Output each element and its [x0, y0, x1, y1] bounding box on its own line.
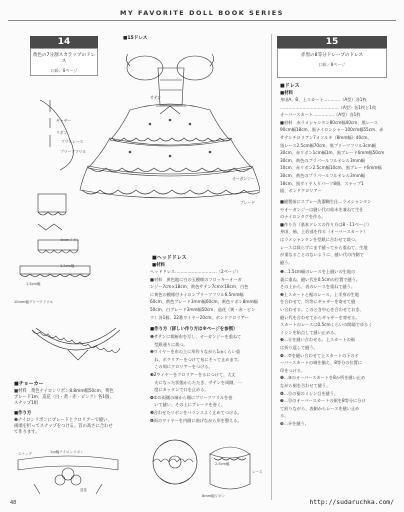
choker-steps: ❶ナイロンリボンにブレードとクロリアーで縫い、両端を折ってスナップをつける。首の高さに合わせて作ります。 — [14, 418, 113, 436]
label-pleat-frill: プリーツフリル — [60, 149, 87, 154]
headdress-step: 型紙通りに裁つ。 — [150, 341, 188, 347]
item15-step: その上から、表のレースを重ねて縫う。 — [280, 284, 356, 290]
item15-step: る。 — [280, 413, 289, 419]
headdress-step: ❻両のワイヤーを内側に曲げながら形を整える。 — [150, 417, 242, 423]
label-pleat-10mm: 10ｍm幅プリーツフリル — [14, 300, 53, 304]
headdress-material-line: に黄色の模様付ナイロンプリーツフリル6.5mm幅 — [150, 291, 244, 297]
item15-step: て絞りながら、表側からレースを縫い止め — [280, 405, 360, 411]
item15-dress-heading: ■ドレス — [280, 83, 300, 89]
headdress-step: 度にカッタンで口を止める。 — [150, 387, 209, 393]
item15-note: やオーガンジーは縫い代の始末を兼ねて生仕 — [280, 206, 364, 212]
item15-material-line: 黒レース2.5cm幅70cm、黒プリーツフリル3cm幅 — [280, 142, 376, 148]
item15-material-line: ……………………………………（A型）各1枚と1枚 — [280, 104, 377, 110]
label-organdy: オーガンジー — [232, 176, 255, 181]
item15-note: が重なることのないように、縫い代の内側で — [280, 252, 364, 258]
headdress-step: ね、ボクリアーをつけて布にそって止めます。 — [150, 356, 242, 362]
item14-title: 黄色の7分割スカラップのドレス — [32, 53, 96, 64]
item15-step: 印をつける。 — [280, 367, 306, 373]
item15-material-line: 90cm幅18cm、黒ナイロンシャー100cm幅55cm、赤 — [280, 127, 384, 133]
item15-material-line: 身頃A、B、上スカート…………（A型）各1枚 — [280, 97, 367, 102]
item15-material-line: 18cm、黒ダイヤ入りパーツ8個、スナップ1 — [280, 180, 364, 186]
collar-diagram — [26, 310, 126, 370]
choker-diagram — [14, 440, 124, 500]
choker-howto: ■作り方 — [14, 411, 32, 416]
column-divider — [271, 34, 272, 500]
item15-title: 赤黒の8等分ドレープのドレス — [300, 53, 364, 58]
headdress-step: 夫になった状態からたたき、サテンを両側、一 — [150, 379, 242, 385]
item15-materials — [280, 96, 384, 195]
label-flower: 造花 — [80, 488, 87, 492]
item15-step: ❻…⑫の裾のミシン目を縫う。 — [280, 390, 339, 396]
headdress-heading: ■ヘッドドレス — [152, 255, 187, 261]
item15-material-line: 30cm、黄色のプラパールフルオレル3mm幅 — [280, 172, 365, 178]
item15-step: 裏に重ね、縫い代を0.5cmの位置で縫う。 — [280, 276, 361, 282]
item15-notes — [280, 198, 371, 266]
item15-note: 縫う。 — [280, 259, 293, 265]
series-title: MY FAVORITE DOLL BOOK SERIES — [120, 9, 284, 17]
headdress-step: ❷ワイヤーを布の上に形作りながら1㎝くらい重 — [150, 349, 241, 355]
item15-material-line: サテンチロリアン7メソルキ（8mm幅）40cm、 — [280, 134, 372, 140]
item15-step: ーバースカートの端を揃え、8等分の位置に — [280, 360, 363, 366]
headdress-material-line: ンジー7cm×18cm、黄色サテン7cm×18cm、白色 — [150, 284, 249, 290]
headdress-step: ❸2ワイヤーをクロリアーをるにつけて、大丈 — [150, 371, 236, 377]
headdress-materials — [150, 268, 258, 321]
item15-step: ❼…⑬のオーバースカートの裾を8等分に分け — [280, 398, 366, 404]
item15-title-box — [277, 48, 387, 78]
item15-step: スカートのレースは0.5cmくらいの間隔でゆるく — [280, 322, 373, 328]
headdress-material-line: 60cm、黄色ブレード3mm幅60cm、黄色リボン8mm幅 — [150, 299, 258, 305]
item15-step: 縫い代を合わせてからギャザーを寄せる。 — [280, 314, 360, 320]
header-rule — [8, 20, 396, 21]
headdress-step: ❺合わせたリボンをバランスよく止めてつける。 — [150, 409, 242, 415]
item15-material-line: 10cm、赤リボン2.5cm幅10cm、黒ブレード6mm幅 — [280, 165, 382, 171]
label-braid: ブレード — [240, 200, 256, 205]
item15-material-line: 30cm、黄色のプラパールフルオレル3mm幅 — [280, 157, 365, 163]
headdress-diagram — [140, 424, 270, 504]
choker-material: ■材料 黄色ナイロンリボン8.8mm幅50cm、黄色ブレード1m、造花（白・黄・赤・ピンク）各1個、スナップ1組 — [14, 389, 114, 407]
headdress-material-line: ク）各1個、22番ワイヤー20cm、ボンドクロリアー — [150, 314, 249, 320]
item15-note: 身頃、袖、上衿部を作る（オーバースカート） — [280, 229, 368, 235]
item15-note: ■縫製前にスプレー洗濯糊生仕…ラメシャンタン — [280, 199, 372, 204]
headdress-step: ❶サテンに裁断布を写し、オーガンジーを重ねて — [150, 334, 242, 339]
label-nylon: 1㎝幅ナイロンリボン — [50, 450, 84, 454]
item15-note: レースは裁らずにまず縫ってから重ねて、生地 — [280, 244, 368, 250]
label-cm-12: 1.2cm幅 — [60, 264, 75, 268]
item15-note: はラメシャンタンを型紙に合わせて裁つ。 — [280, 236, 360, 242]
lace-figures — [14, 186, 104, 306]
headdress-steps — [150, 333, 242, 424]
dress15-label: ■15ドレス — [123, 36, 148, 41]
label-cm-25: 2.5cm幅 — [215, 462, 230, 466]
item15-note: のナイロンタグを作る。 — [280, 214, 326, 220]
item15-step: ❶…1.5cm幅のレースを上縫いの生地の — [280, 269, 356, 274]
item15-step: ❸…⑪を縫い合わせる。上スカートの裾 — [280, 337, 355, 343]
item15-material-line: ■材料 赤ラメシャンタン80cm幅40cm、黒レース — [280, 119, 378, 125]
item15-material-head: ■材料 — [280, 91, 293, 96]
item15-step: は折り返して縫う。 — [280, 344, 318, 350]
item15-material-line: オーバースカート……………（A型）各1枚 — [280, 112, 361, 118]
item15-step: ❷上スカートと裾のレース、上半身の生地 — [280, 291, 360, 297]
label-cm-15: 1.5cm幅 — [26, 282, 41, 286]
label-ribbon-8mm: 8ｍm幅リボン — [202, 494, 226, 498]
label-lace: レース — [252, 470, 263, 474]
label-snap: スナップ — [18, 452, 32, 456]
item15-step: ミシンを始点して縫い止める。 — [280, 329, 339, 335]
page-number: 48 — [10, 500, 17, 506]
headdress-material-head: ■材料 — [152, 263, 165, 268]
label-ribbon: リボン — [56, 130, 68, 135]
headdress-material-line: ■材料 黄色地に白の玉模様のフロッキーオーガ — [150, 276, 242, 282]
headdress-howto-head: ■作り方（詳しい作り方は※ページを参照） — [150, 327, 238, 332]
headdress-material-line: ヘッドドレス…………………………（2ページ） — [150, 269, 241, 274]
label-gather: ギャザー — [56, 118, 72, 123]
headdress-step: ❹①の両側の端から順にプリーツフリルを巻 — [150, 394, 233, 400]
item14-number-badge: 14 — [30, 36, 98, 48]
item15-note: ■作り方（基本ドレスの作り方は8・11ページ） — [280, 221, 372, 227]
item15-step: ❽…⑭を縫う。 — [280, 420, 309, 426]
item15-step: を合わせて、均等にギャザーを寄せて縫 — [280, 299, 356, 305]
item15-subtitle: 口絵／8ページ — [318, 62, 346, 67]
item15-material-line: 30cm、赤リボン1cm幅1m、黒ブレード6mm幅50cm — [280, 150, 385, 156]
headdress-step: この周にクロリアーをつける。 — [150, 364, 213, 370]
item14-subtitle: 口絵／8ページ — [50, 68, 78, 73]
item15-steps — [280, 268, 372, 427]
headdress-step: いて縫い、その上にブレードを巻く。 — [150, 402, 226, 408]
item15-step: ❹…⑦を縫い合わせて上スカートの下のオ — [280, 352, 359, 358]
item15-step: ながら裾を合わせて縫う。 — [280, 382, 331, 388]
label-saten: サテン — [150, 95, 162, 100]
label-ribbon-4mm: 4ｍmリボン — [60, 238, 80, 242]
label-frill-lace: フリルレース — [61, 139, 84, 144]
item15-material-line: 組、ボンドクロリアー — [280, 188, 322, 194]
choker-heading: ■チョーカー — [14, 381, 44, 387]
item15-number-badge: 15 — [277, 36, 387, 48]
headdress-material-line: 50cm、白ブレード3mm幅50cm、造花（黄・赤・ピン — [150, 306, 256, 312]
item15-step: い合わせる。このとき中心を合わせておき、 — [280, 306, 364, 312]
item15-step: ❺…⑩のオーバースカートを8か所を縫い止め — [280, 375, 366, 381]
source-url[interactable]: http://sudaruchka.com/ — [309, 498, 394, 506]
